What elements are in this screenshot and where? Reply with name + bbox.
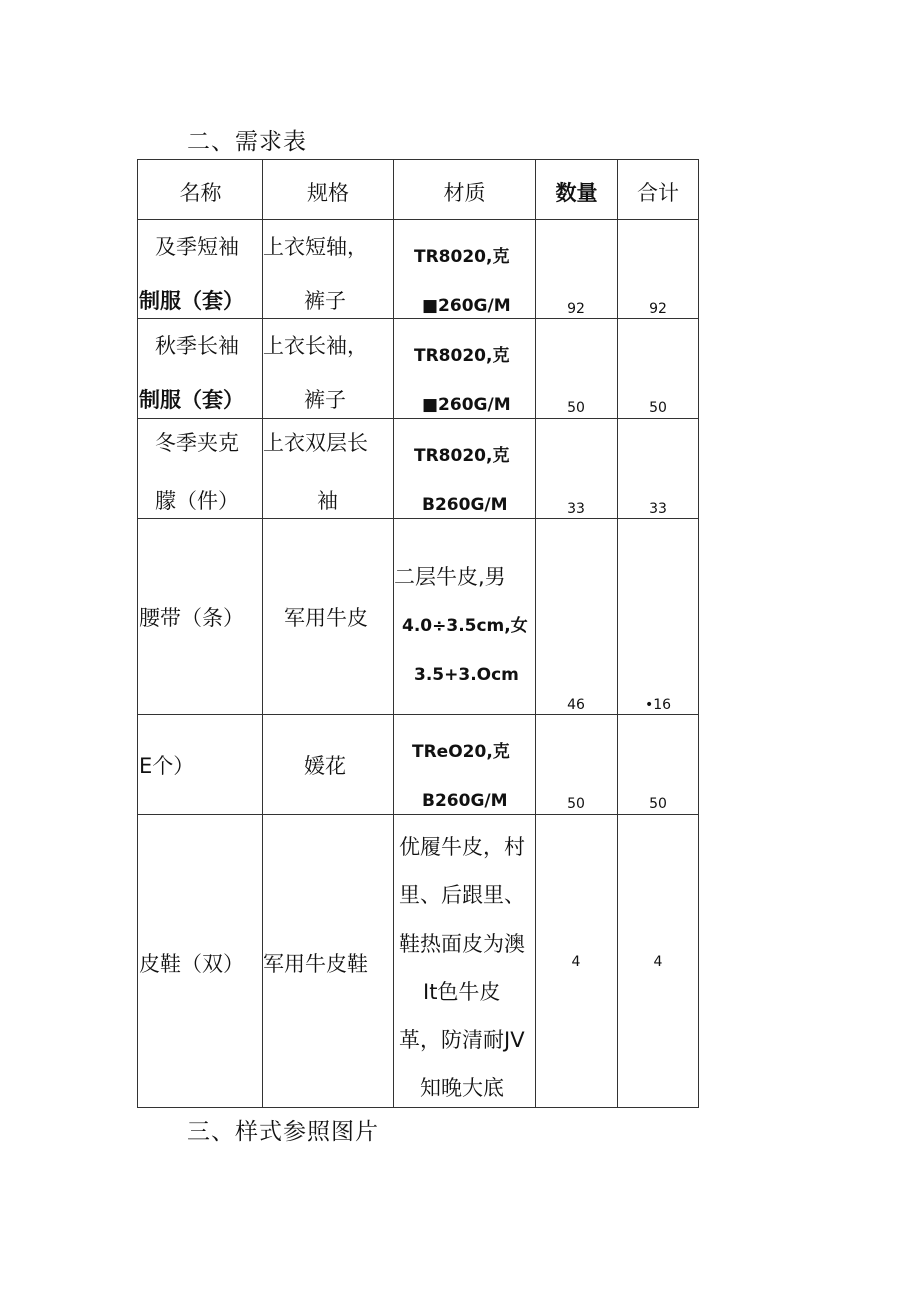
row1-total: 92 xyxy=(649,301,667,317)
row3-name-line1: 冬季夹克 xyxy=(155,431,239,455)
section-title-requirements: 二、需求表 xyxy=(187,129,307,155)
row1-quantity: 92 xyxy=(567,301,585,317)
row4-name: 腰带（条） xyxy=(139,606,244,630)
row4-spec: 军用牛皮 xyxy=(284,606,368,630)
row3-name-line2: 朦（件） xyxy=(155,489,239,513)
row6-material-line2: 里、后跟里、 xyxy=(399,883,525,907)
row2-name-line2: 制服（套） xyxy=(139,388,244,412)
row2-total: 50 xyxy=(649,400,667,416)
header-total: 合计 xyxy=(637,181,679,205)
row6-material-line3: 鞋热面皮为澳 xyxy=(399,932,525,956)
row5-total: 50 xyxy=(649,796,667,812)
row3-spec-line2: 袖 xyxy=(317,489,338,513)
row1-material-line2: ■260G/M xyxy=(422,296,511,316)
row6-quantity: 4 xyxy=(571,954,581,970)
row1-material-line1 xyxy=(414,233,509,282)
row2-material-line1: TR8020,克 xyxy=(414,346,510,366)
row6-total: 4 xyxy=(653,954,663,970)
row5-name: E个） xyxy=(139,754,195,778)
header-name: 名称 xyxy=(179,181,222,205)
row3-spec-line1: 上衣双层长 xyxy=(263,431,368,455)
row3-quantity: 33 xyxy=(567,501,585,517)
row2-spec-line1: 上衣长袖， xyxy=(263,334,368,358)
row6-material-line5: 革，防清耐JV xyxy=(399,1028,525,1052)
row3-material-line2: B260G/M xyxy=(422,495,508,515)
row2-material-line2: ■260G/M xyxy=(422,395,511,415)
row5-material-line1: TReO20,克 xyxy=(412,742,510,762)
row1-material-text1: TR8020,克 xyxy=(414,247,510,267)
row6-name: 皮鞋（双） xyxy=(139,952,244,976)
header-spec: 规格 xyxy=(307,181,349,205)
row6-material-line4 xyxy=(423,968,500,1017)
row4-material-line2: 4.0÷3.5cm,女 xyxy=(402,616,528,636)
row5-quantity: 50 xyxy=(567,796,585,812)
row1-spec-line2: 裤子 xyxy=(304,289,346,313)
row6-material-line4-text: It色牛皮 xyxy=(423,980,501,1004)
header-quantity: 数量 xyxy=(555,181,598,205)
row6-spec: 军用牛皮鞋 xyxy=(263,952,368,976)
row2-name-line1: 秋季长袖 xyxy=(155,334,239,358)
row2-spec-line2: 裤子 xyxy=(304,388,346,412)
row4-material-line3: 3.5+3.Ocm xyxy=(414,665,519,685)
row2-quantity: 50 xyxy=(567,400,585,416)
section-title-style-reference: 三、样式参照图片 xyxy=(187,1119,379,1145)
row6-material-line6: 知晚大底 xyxy=(420,1076,504,1100)
row5-spec: 媛花 xyxy=(304,754,346,778)
row3-total: 33 xyxy=(649,501,667,517)
row6-material-line1: 优履牛皮，村 xyxy=(399,835,525,859)
header-material: 材质 xyxy=(443,181,486,205)
row5-material-line2: B260G/M xyxy=(422,791,508,811)
row4-material-line1: 二层牛皮,男 xyxy=(394,565,506,589)
row1-name-line2: 制服（套） xyxy=(139,289,244,313)
row3-material-line1: TR8020,克 xyxy=(414,446,510,466)
row1-name-line1: 及季短袖 xyxy=(155,235,239,259)
row1-spec-line1: 上衣短轴， xyxy=(263,235,368,259)
row4-quantity: 46 xyxy=(567,697,585,713)
row4-total: •16 xyxy=(644,697,672,713)
